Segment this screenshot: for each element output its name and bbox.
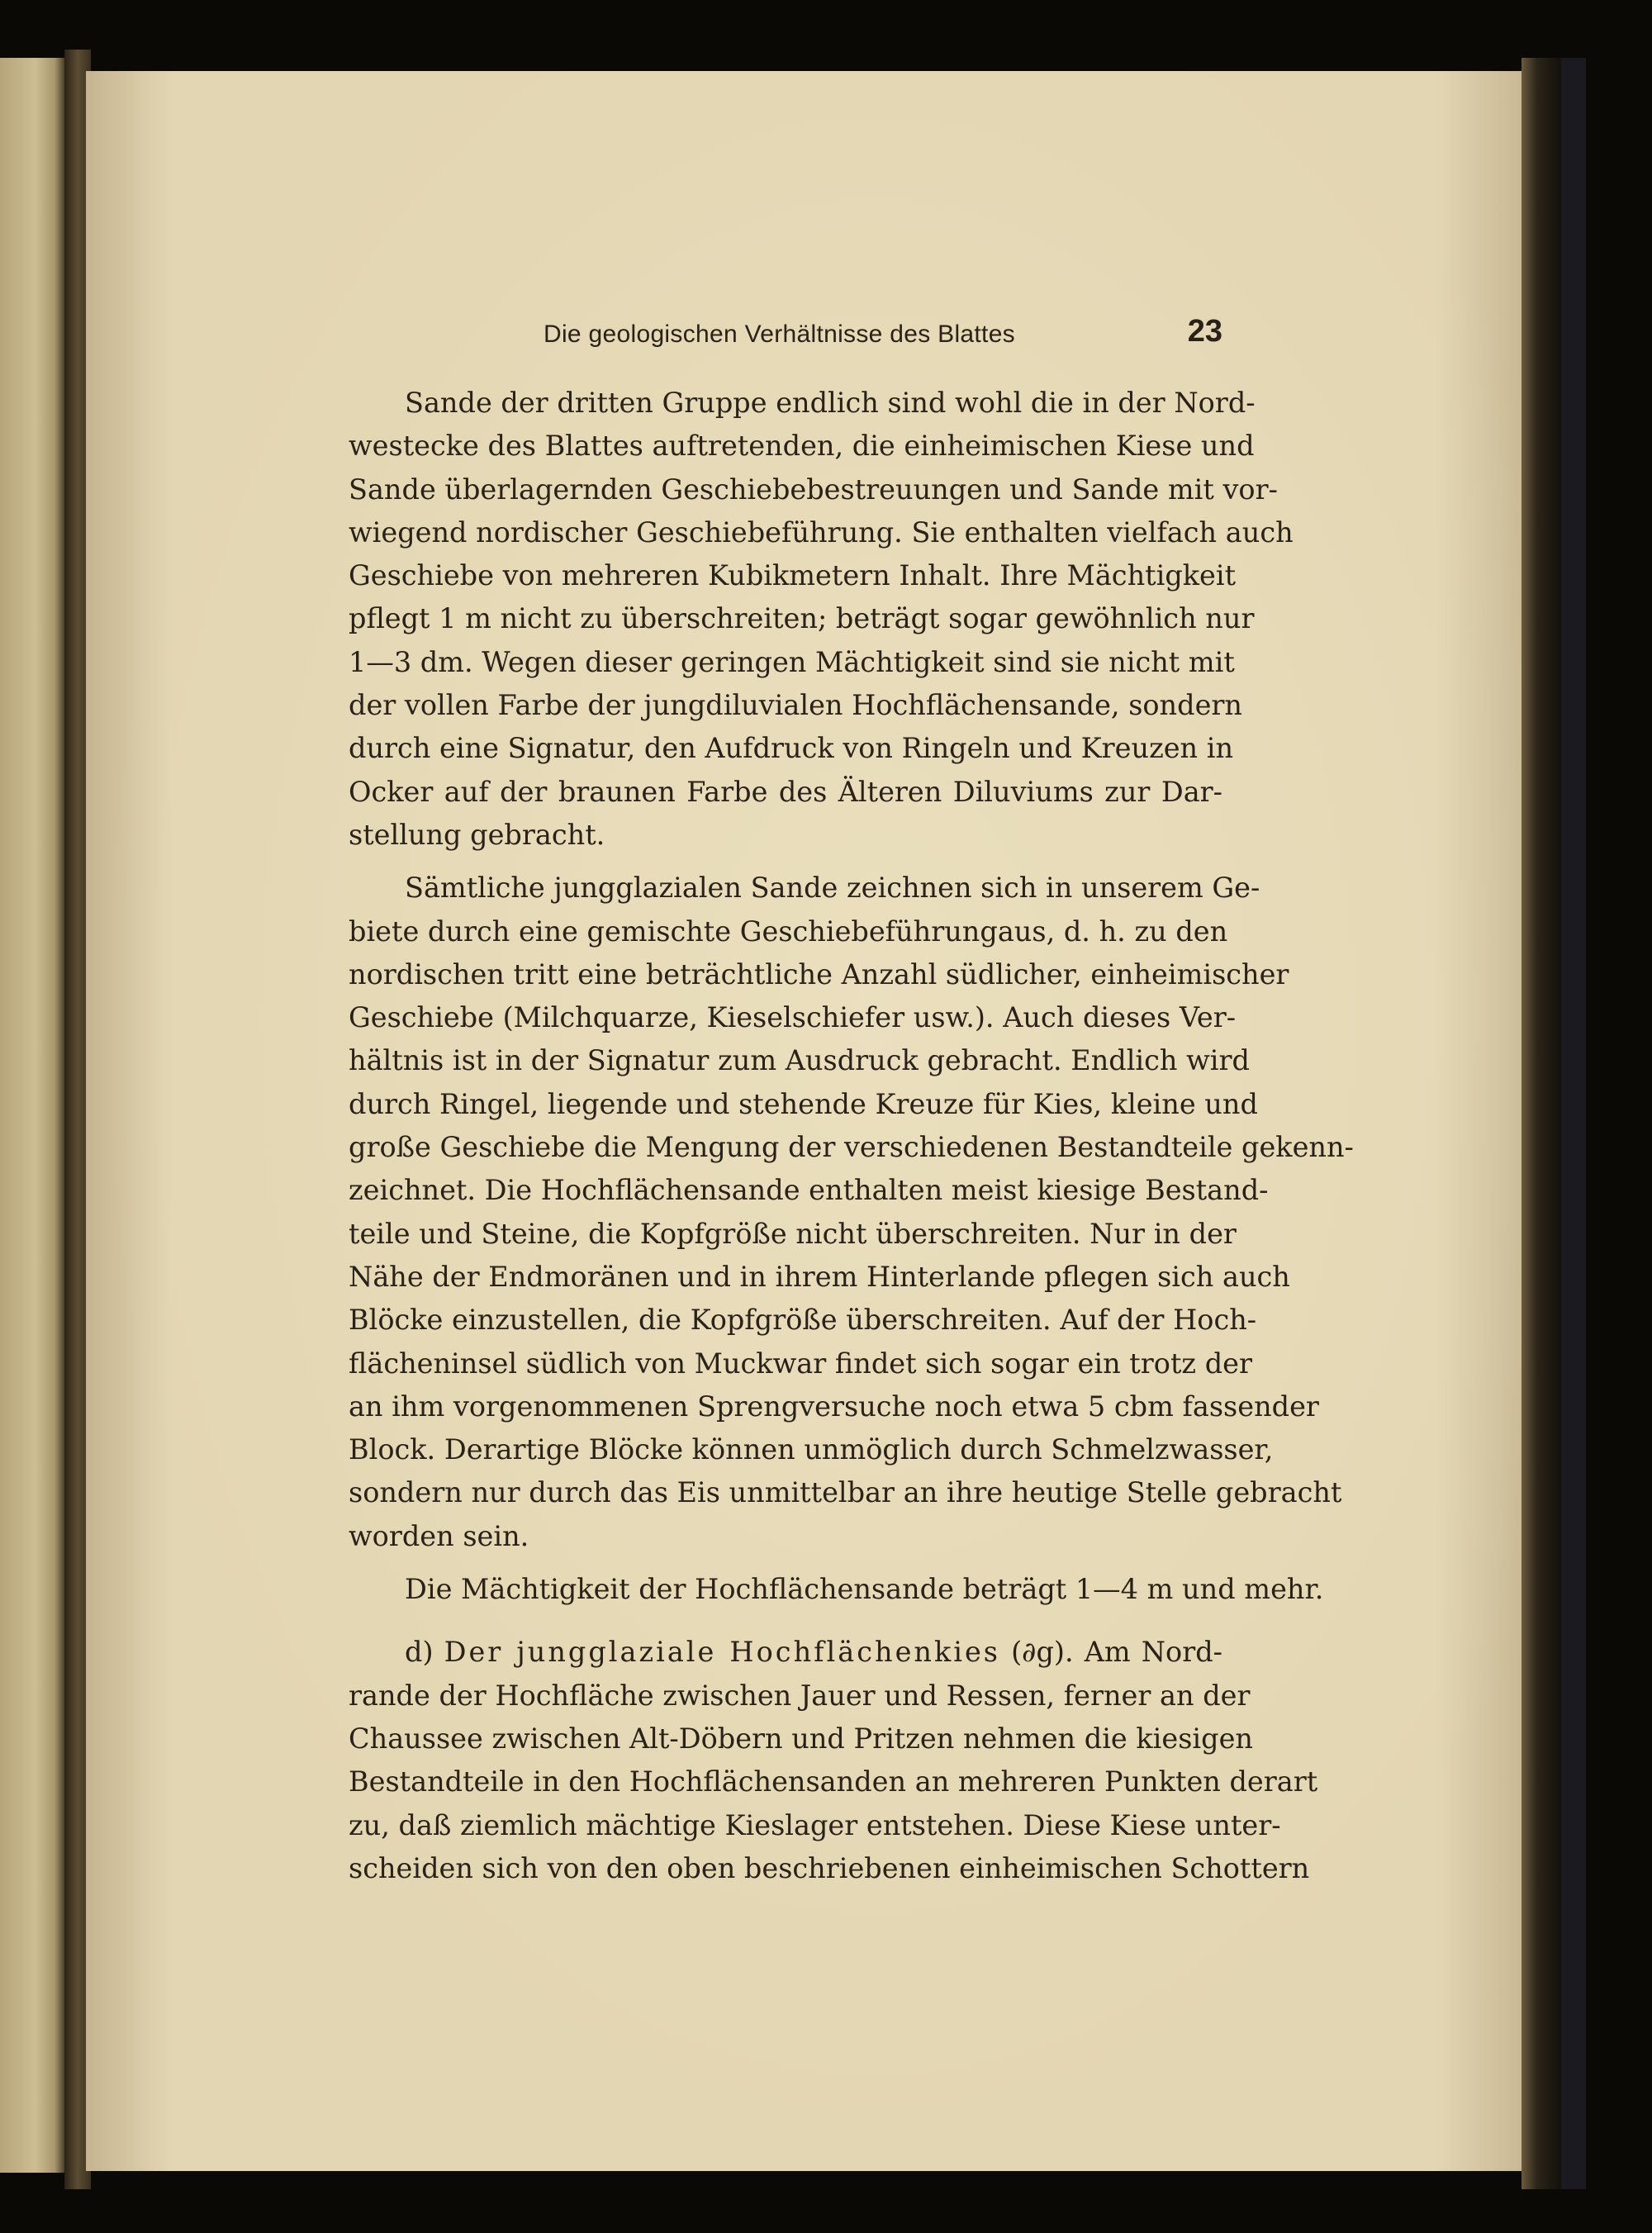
text-line: flächeninsel südlich von Muckwar findet sich sogar ein trotz der [349,1347,1253,1380]
text-line: große Geschiebe die Mengung der verschiedenen Bestandteile gekenn- [349,1131,1354,1164]
text-line: hältnis ist in der Signatur zum Ausdruck gebracht. Endlich wird [349,1044,1250,1077]
text-line: zu, daß ziemlich mächtige Kieslager entstehen. Diese Kiese unter- [349,1808,1281,1841]
text-line: westecke des Blattes auftretenden, die einheimischen Kiese und [349,430,1255,463]
text-line: biete durch eine gemischte Geschiebeführungaus, d. h. zu den [349,915,1228,948]
text-line: teile und Steine, die Kopfgröße nicht überschreiten. Nur in der [349,1217,1237,1250]
text-line: rande der Hochfläche zwischen Jauer und Ressen, ferner an der [349,1679,1251,1712]
text-line: Sämtliche jungglazialen Sande zeichnen sich in unserem Ge- [405,872,1260,905]
running-head-title: Die geologischen Verhältnisse des Blattes [544,321,1015,348]
text-line: durch eine Signatur, den Aufdruck von Ringeln und Kreuzen in [349,732,1234,765]
text-line: Geschiebe (Milchquarze, Kieselschiefer usw.). Auch dieses Ver- [349,1001,1237,1034]
text-line: an ihm vorgenommenen Sprengversuche noch etwa 5 cbm fassender [349,1390,1319,1423]
text-fragment: Am Nord- [1073,1636,1222,1669]
section-label: d) [405,1636,444,1669]
section-title: Der jungglaziale Hochflächenkies [444,1636,1000,1669]
text-line: Chaussee zwischen Alt-Döbern und Pritzen nehmen die kiesigen [349,1722,1253,1755]
paragraph-3 [349,1568,1324,1611]
paragraph-4 [349,1631,1318,1890]
page-number: 23 [1187,314,1222,349]
text-line: scheiden sich von den oben beschriebenen einheimischen Schottern [349,1851,1310,1884]
text-line: pflegt 1 m nicht zu überschreiten; beträgt sogar gewöhnlich nur [349,602,1255,635]
cover-binding [1561,58,1586,2189]
text-line: zeichnet. Die Hochflächensande enthalten meist kiesige Bestand- [349,1174,1269,1207]
book-cover-edge [1521,58,1561,2189]
text-line: der vollen Farbe der jungdiluvialen Hochflächensande, sondern [349,689,1242,722]
text-line: Nähe der Endmoränen und in ihrem Hinterlande pflegen sich auch [349,1260,1290,1293]
paragraph-2 [349,867,1354,1558]
text-line: 1—3 dm. Wegen dieser geringen Mächtigkeit sind sie nicht mit [349,645,1235,678]
text-line: worden sein. [349,1519,529,1552]
text-line: durch Ringel, liegende und stehende Kreuze für Kies, kleine und [349,1087,1258,1120]
section-heading-line [349,1631,1222,1674]
text-line: sondern nur durch das Eis unmittelbar an ihre heutige Stelle gebracht [349,1476,1342,1509]
text-line: Die Mächtigkeit der Hochflächensande beträgt 1—4 m und mehr. [405,1573,1324,1606]
text-line: Blöcke einzustellen, die Kopfgröße überschreiten. Auf der Hoch- [349,1304,1257,1337]
text-line: Bestandteile in den Hochflächensanden an mehreren Punkten derart [349,1765,1318,1798]
paragraph-1 [349,382,1294,857]
running-head [349,314,1222,360]
text-line: nordischen tritt eine beträchtliche Anzahl südlicher, einheimischer [349,957,1289,991]
map-symbol: (∂g). [1000,1636,1074,1669]
text-line: stellung gebracht. [349,818,605,851]
text-line: Sande der dritten Gruppe endlich sind wohl die in der Nord- [405,387,1256,419]
text-line: Geschiebe von mehreren Kubikmetern Inhalt. Ihre Mächtigkeit [349,559,1237,592]
text-line: Ocker auf der braunen Farbe des Älteren Diluviums zur Dar- [349,775,1222,808]
facing-page-edge [0,58,64,2173]
text-line: Sande überlagernden Geschiebebestreuungen und Sande mit vor- [349,473,1278,506]
text-line: wiegend nordischer Geschiebeführung. Sie enthalten vielfach auch [349,515,1294,549]
text-line: Block. Derartige Blöcke können unmöglich durch Schmelzwasser, [349,1433,1274,1466]
body-text [349,382,1354,1890]
